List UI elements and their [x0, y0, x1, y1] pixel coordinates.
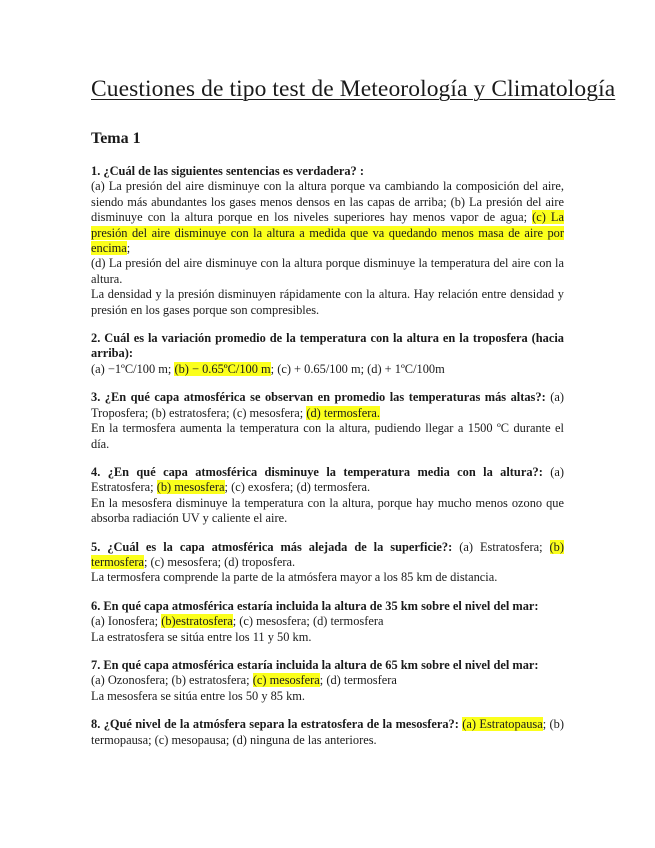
- question-5-option-a: (a) Estratosfera;: [459, 539, 543, 554]
- question-7-explanation: La mesosfera se sitúa entre los 50 y 85 km.: [91, 688, 306, 703]
- question-7-text: 7. En qué capa atmosférica estaría incluida la altura de 65 km sobre el nivel del mar:: [91, 657, 539, 672]
- question-1-body: 1. ¿Cuál de las siguientes sentencias es verdadera? : (a) La presión del aire disminuye con la altura porque va cambiando la composición del aire, siendo más abundantes los gases menos densos en las capas de arriba; (b) La presión del aire disminuye con la altura porque en los niveles superiores hay menos vapor de agua; (c) La presión del aire disminuye con la altura a medida que va quedando menos masa de aire por encima; (d) La presión del aire disminuye con la altura porque disminuye la temperatura del aire con la altura.: [91, 164, 564, 286]
- question-6-text: 6. En qué capa atmosférica estaría incluida la altura de 35 km sobre el nivel del mar:: [91, 598, 539, 613]
- question-4-option-d: (d) termosfera.: [296, 480, 371, 495]
- question-5-body: 5. ¿Cuál es la capa atmosférica más alejada de la superficie?: (a) Estratosfera; (b) termosfera; (c) mesosfera; (d) troposfera.: [91, 539, 564, 569]
- question-1: [91, 164, 564, 318]
- question-4-text: 4. ¿En qué capa atmosférica disminuye la temperatura media con la altura?:: [91, 464, 543, 479]
- question-2-option-d: (d) + 1ºC/100m: [367, 361, 445, 376]
- question-4-option-b-correct: (b) mesosfera: [156, 480, 225, 495]
- question-8-option-a-correct: (a) Estratopausa: [462, 717, 543, 732]
- question-5-option-c: (c) mesosfera;: [150, 554, 222, 569]
- question-8-text: 8. ¿Qué nivel de la atmósfera separa la estratosfera de la mesosfera?:: [91, 717, 459, 732]
- question-8-option-c: (c) mesopausa;: [154, 732, 230, 747]
- question-8-option-b: (b) termopausa;: [91, 717, 564, 747]
- question-5-text: 5. ¿Cuál es la capa atmosférica más alejada de la superficie?:: [91, 539, 453, 554]
- question-7-option-c-correct: (c) mesosfera: [252, 673, 320, 688]
- question-4: [91, 465, 564, 527]
- question-6-option-c: (c) mesosfera;: [239, 614, 310, 629]
- page-title: Cuestiones de tipo test de Meteorología y Climatología: [91, 76, 616, 102]
- question-8: [91, 717, 564, 748]
- question-3-text: 3. ¿En qué capa atmosférica se observan en promedio las temperaturas más altas?:: [91, 390, 546, 405]
- question-1-option-c-correct: (c) La presión del aire disminuye con la altura a medida que va quedando menos masa de aire por encima: [91, 210, 564, 256]
- question-4-body: 4. ¿En qué capa atmosférica disminuye la temperatura media con la altura?: (a) Estratosfera; (b) mesosfera; (c) exosfera; (d) termosfera.: [91, 464, 564, 495]
- question-1-option-d: (d) La presión del aire disminuye con la altura porque disminuye la temperatura del aire con la altura.: [91, 256, 564, 286]
- question-1-text: 1. ¿Cuál de las siguientes sentencias es verdadera? :: [91, 164, 364, 178]
- question-8-option-d: (d) ninguna de las anteriores.: [232, 732, 377, 747]
- question-7-option-d: (d) termosfera: [326, 673, 397, 688]
- question-1-option-b: (b) La presión del aire disminuye con la altura porque en los niveles superiores hay menos vapor de agua;: [91, 194, 564, 225]
- question-6-body: 6. En qué capa atmosférica estaría incluida la altura de 35 km sobre el nivel del mar: (a) Ionosfera; (b)estratosfera; (c) mesosfera; (d) termosfera: [91, 598, 539, 629]
- question-3: [91, 390, 564, 452]
- question-3-option-b: (b) estratosfera;: [151, 405, 230, 420]
- question-6: [91, 599, 564, 645]
- question-3-explanation: En la termosfera aumenta la temperatura con la altura, pudiendo llegar a 1500 ºC durante el día.: [91, 421, 564, 451]
- question-list: [91, 164, 564, 761]
- question-1-option-a: (a) La presión del aire disminuye con la altura porque va cambiando la composición del aire, siendo más abundantes los gases menos densos en las capas de arriba;: [91, 179, 564, 209]
- question-2-option-b-correct: (b) − 0.65ºC/100 m: [174, 361, 271, 376]
- question-4-explanation: En la mesosfera disminuye la temperatura con la altura, porque hay mucho menos ozono que absorba radiación UV y caliente el aire.: [91, 495, 564, 526]
- question-5: [91, 540, 564, 586]
- question-6-option-b-correct: (b)estratosfera: [161, 614, 233, 629]
- question-6-option-d: (d) termosfera: [312, 614, 384, 629]
- question-6-explanation: La estratosfera se sitúa entre los 11 y 50 km.: [91, 629, 312, 644]
- question-2-text: 2. Cuál es la variación promedio de la temperatura con la altura en la troposfera (hacia arriba):: [91, 331, 564, 361]
- question-8-body: 8. ¿Qué nivel de la atmósfera separa la estratosfera de la mesosfera?: (a) Estratopausa; (b) termopausa; (c) mesopausa; (d) ninguna de las anteriores.: [91, 717, 564, 747]
- question-3-body: [91, 390, 564, 421]
- question-5-option-b-correct: (b) termosfera: [91, 539, 564, 569]
- question-2-body: 2. Cuál es la variación promedio de la temperatura con la altura en la troposfera (hacia arriba): (a) −1ºC/100 m; (b) − 0.65ºC/100 m; (c) + 0.65/100 m; (d) + 1ºC/100m: [91, 331, 564, 376]
- question-4-option-c: (c) exosfera;: [231, 480, 294, 495]
- question-7-option-b: (b) estratosfera;: [171, 673, 250, 688]
- question-2-option-a: (a) −1ºC/100 m;: [91, 361, 172, 376]
- question-1-explanation: La densidad y la presión disminuyen rápidamente con la altura. Hay relación entre densidad y presión en los gases porque son compresibles.: [91, 287, 564, 317]
- question-5-explanation: La termosfera comprende la parte de la atmósfera mayor a los 85 km de distancia.: [91, 570, 498, 585]
- question-6-option-a: (a) Ionosfera;: [91, 614, 159, 629]
- question-7: [91, 658, 564, 704]
- question-3-option-d-correct: (d) termosfera.: [306, 405, 380, 420]
- question-5-option-d: (d) troposfera.: [224, 554, 296, 569]
- question-2: [91, 331, 564, 377]
- question-7-option-a: (a) Ozonosfera;: [91, 673, 169, 688]
- question-3-option-c: (c) mesosfera;: [232, 405, 304, 420]
- question-4-option-a: (a) Estratosfera;: [91, 464, 564, 495]
- section-heading: Tema 1: [91, 130, 141, 147]
- question-7-body: 7. En qué capa atmosférica estaría incluida la altura de 65 km sobre el nivel del mar: (a) Ozonosfera; (b) estratosfera; (c) mesosfera; (d) termosfera: [91, 657, 539, 688]
- question-3-option-a: (a) Troposfera;: [91, 390, 564, 420]
- question-2-option-c: (c) + 0.65/100 m;: [277, 361, 365, 376]
